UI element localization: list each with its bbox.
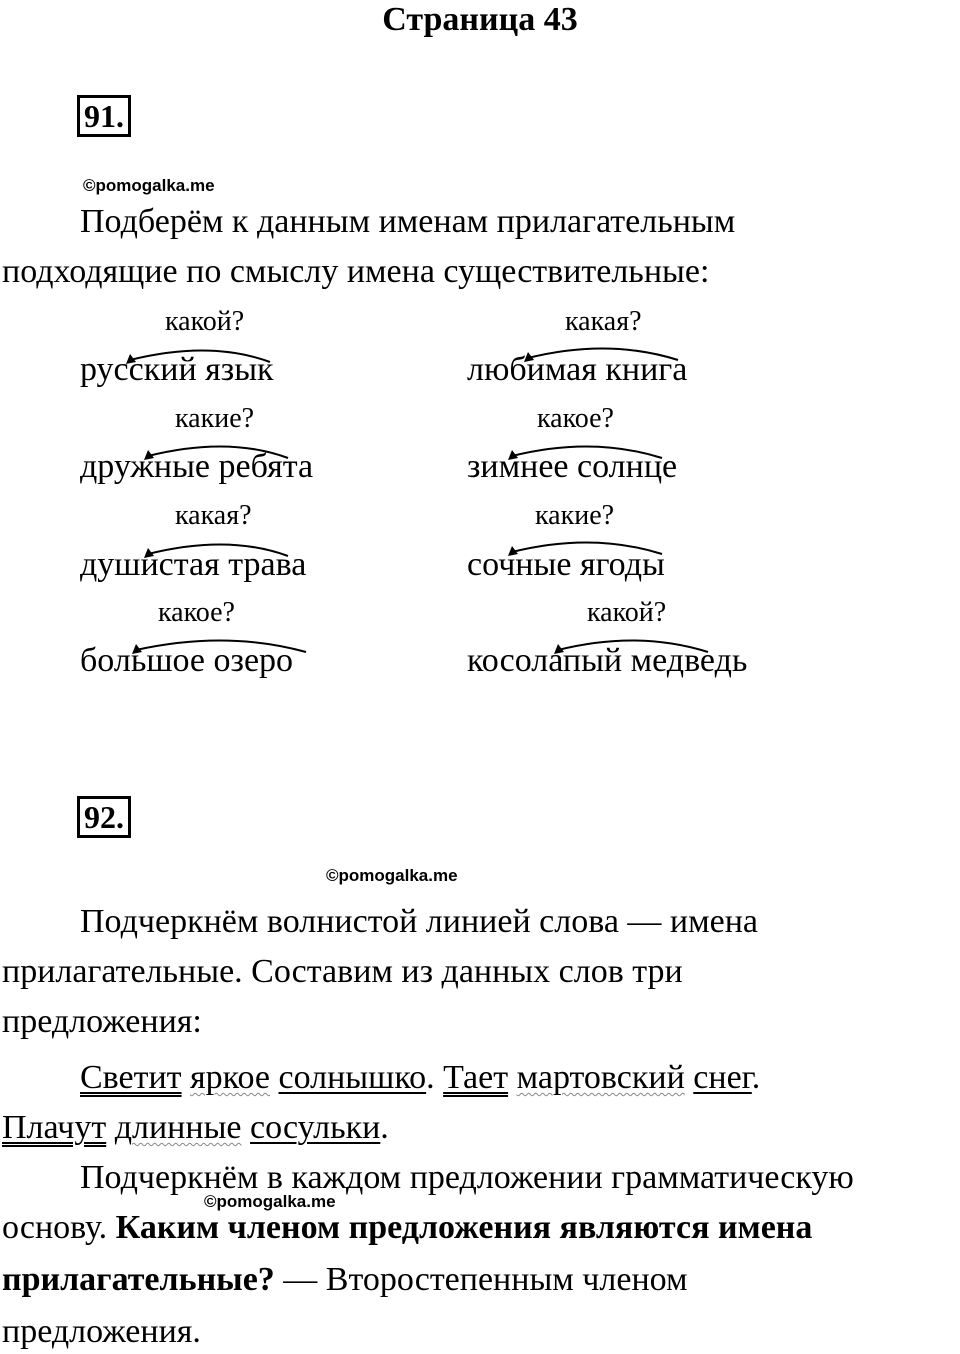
phrase: любимая книга bbox=[467, 351, 688, 388]
question-label: какой? bbox=[165, 306, 245, 337]
question-bold: прилагательные? bbox=[2, 1261, 275, 1298]
phrase: русский язык bbox=[80, 351, 274, 388]
exercise-number-92: 92. bbox=[77, 796, 131, 838]
sentence-line-1: Светит яркое солнышко. Тает мартовский снег. bbox=[80, 1059, 761, 1096]
adjective: мартовский bbox=[516, 1059, 685, 1096]
watermark: ©pomogalka.me bbox=[83, 176, 215, 195]
question-label: какая? bbox=[175, 500, 252, 531]
watermark: ©pomogalka.me bbox=[326, 866, 458, 885]
phrase: косолапый медведь bbox=[467, 642, 748, 679]
ex92-p1-line3: предложения: bbox=[2, 1003, 202, 1040]
adjective: длинные bbox=[114, 1109, 242, 1146]
ex92-p1-line2: прилагательные. Составим из данных слов три bbox=[2, 953, 683, 990]
question-label: какой? bbox=[587, 597, 667, 628]
ex92-p2-line2: основу. Каким членом предложения являются имена bbox=[2, 1209, 813, 1246]
ex92-p2-line4: предложения. bbox=[2, 1313, 201, 1350]
sentence-line-2: Плачут длинные сосульки. bbox=[2, 1109, 389, 1146]
phrase: большое озеро bbox=[80, 642, 294, 679]
phrase: сочные ягоды bbox=[467, 546, 665, 583]
subject: снег bbox=[693, 1059, 752, 1096]
ex91-intro-line2: подходящие по смыслу имена существительные: bbox=[2, 253, 710, 290]
question-label: какое? bbox=[537, 403, 614, 434]
phrase: зимнее солнце bbox=[467, 448, 678, 485]
subject: сосульки bbox=[250, 1109, 381, 1146]
predicate: Светит bbox=[80, 1059, 182, 1096]
ex91-intro-line1: Подберём к данным именам прилагательным bbox=[80, 203, 736, 240]
adjective: яркое bbox=[190, 1059, 270, 1096]
phrase: душистая трава bbox=[80, 546, 307, 583]
subject: солнышко bbox=[278, 1059, 427, 1096]
ex92-p1-line1: Подчеркнём волнистой линией слова — имена bbox=[80, 903, 758, 940]
question-label: какие? bbox=[535, 500, 615, 531]
watermark: ©pomogalka.me bbox=[204, 1192, 336, 1211]
predicate: Плачут bbox=[2, 1109, 107, 1146]
ex92-p2-line3: прилагательные? — Второстепенным членом bbox=[2, 1261, 688, 1298]
page-title: Страница 43 bbox=[382, 1, 578, 38]
phrase: дружные ребята bbox=[80, 448, 314, 485]
ex92-p2-line1: Подчеркнём в каждом предложении грамматическую bbox=[80, 1159, 854, 1196]
exercise-number-91: 91. bbox=[77, 95, 131, 137]
question-label: какая? bbox=[565, 306, 642, 337]
question-label: какие? bbox=[175, 403, 255, 434]
question-bold: Каким членом предложения являются имена bbox=[115, 1209, 813, 1246]
predicate: Тает bbox=[443, 1059, 509, 1096]
question-label: какое? bbox=[158, 597, 235, 628]
